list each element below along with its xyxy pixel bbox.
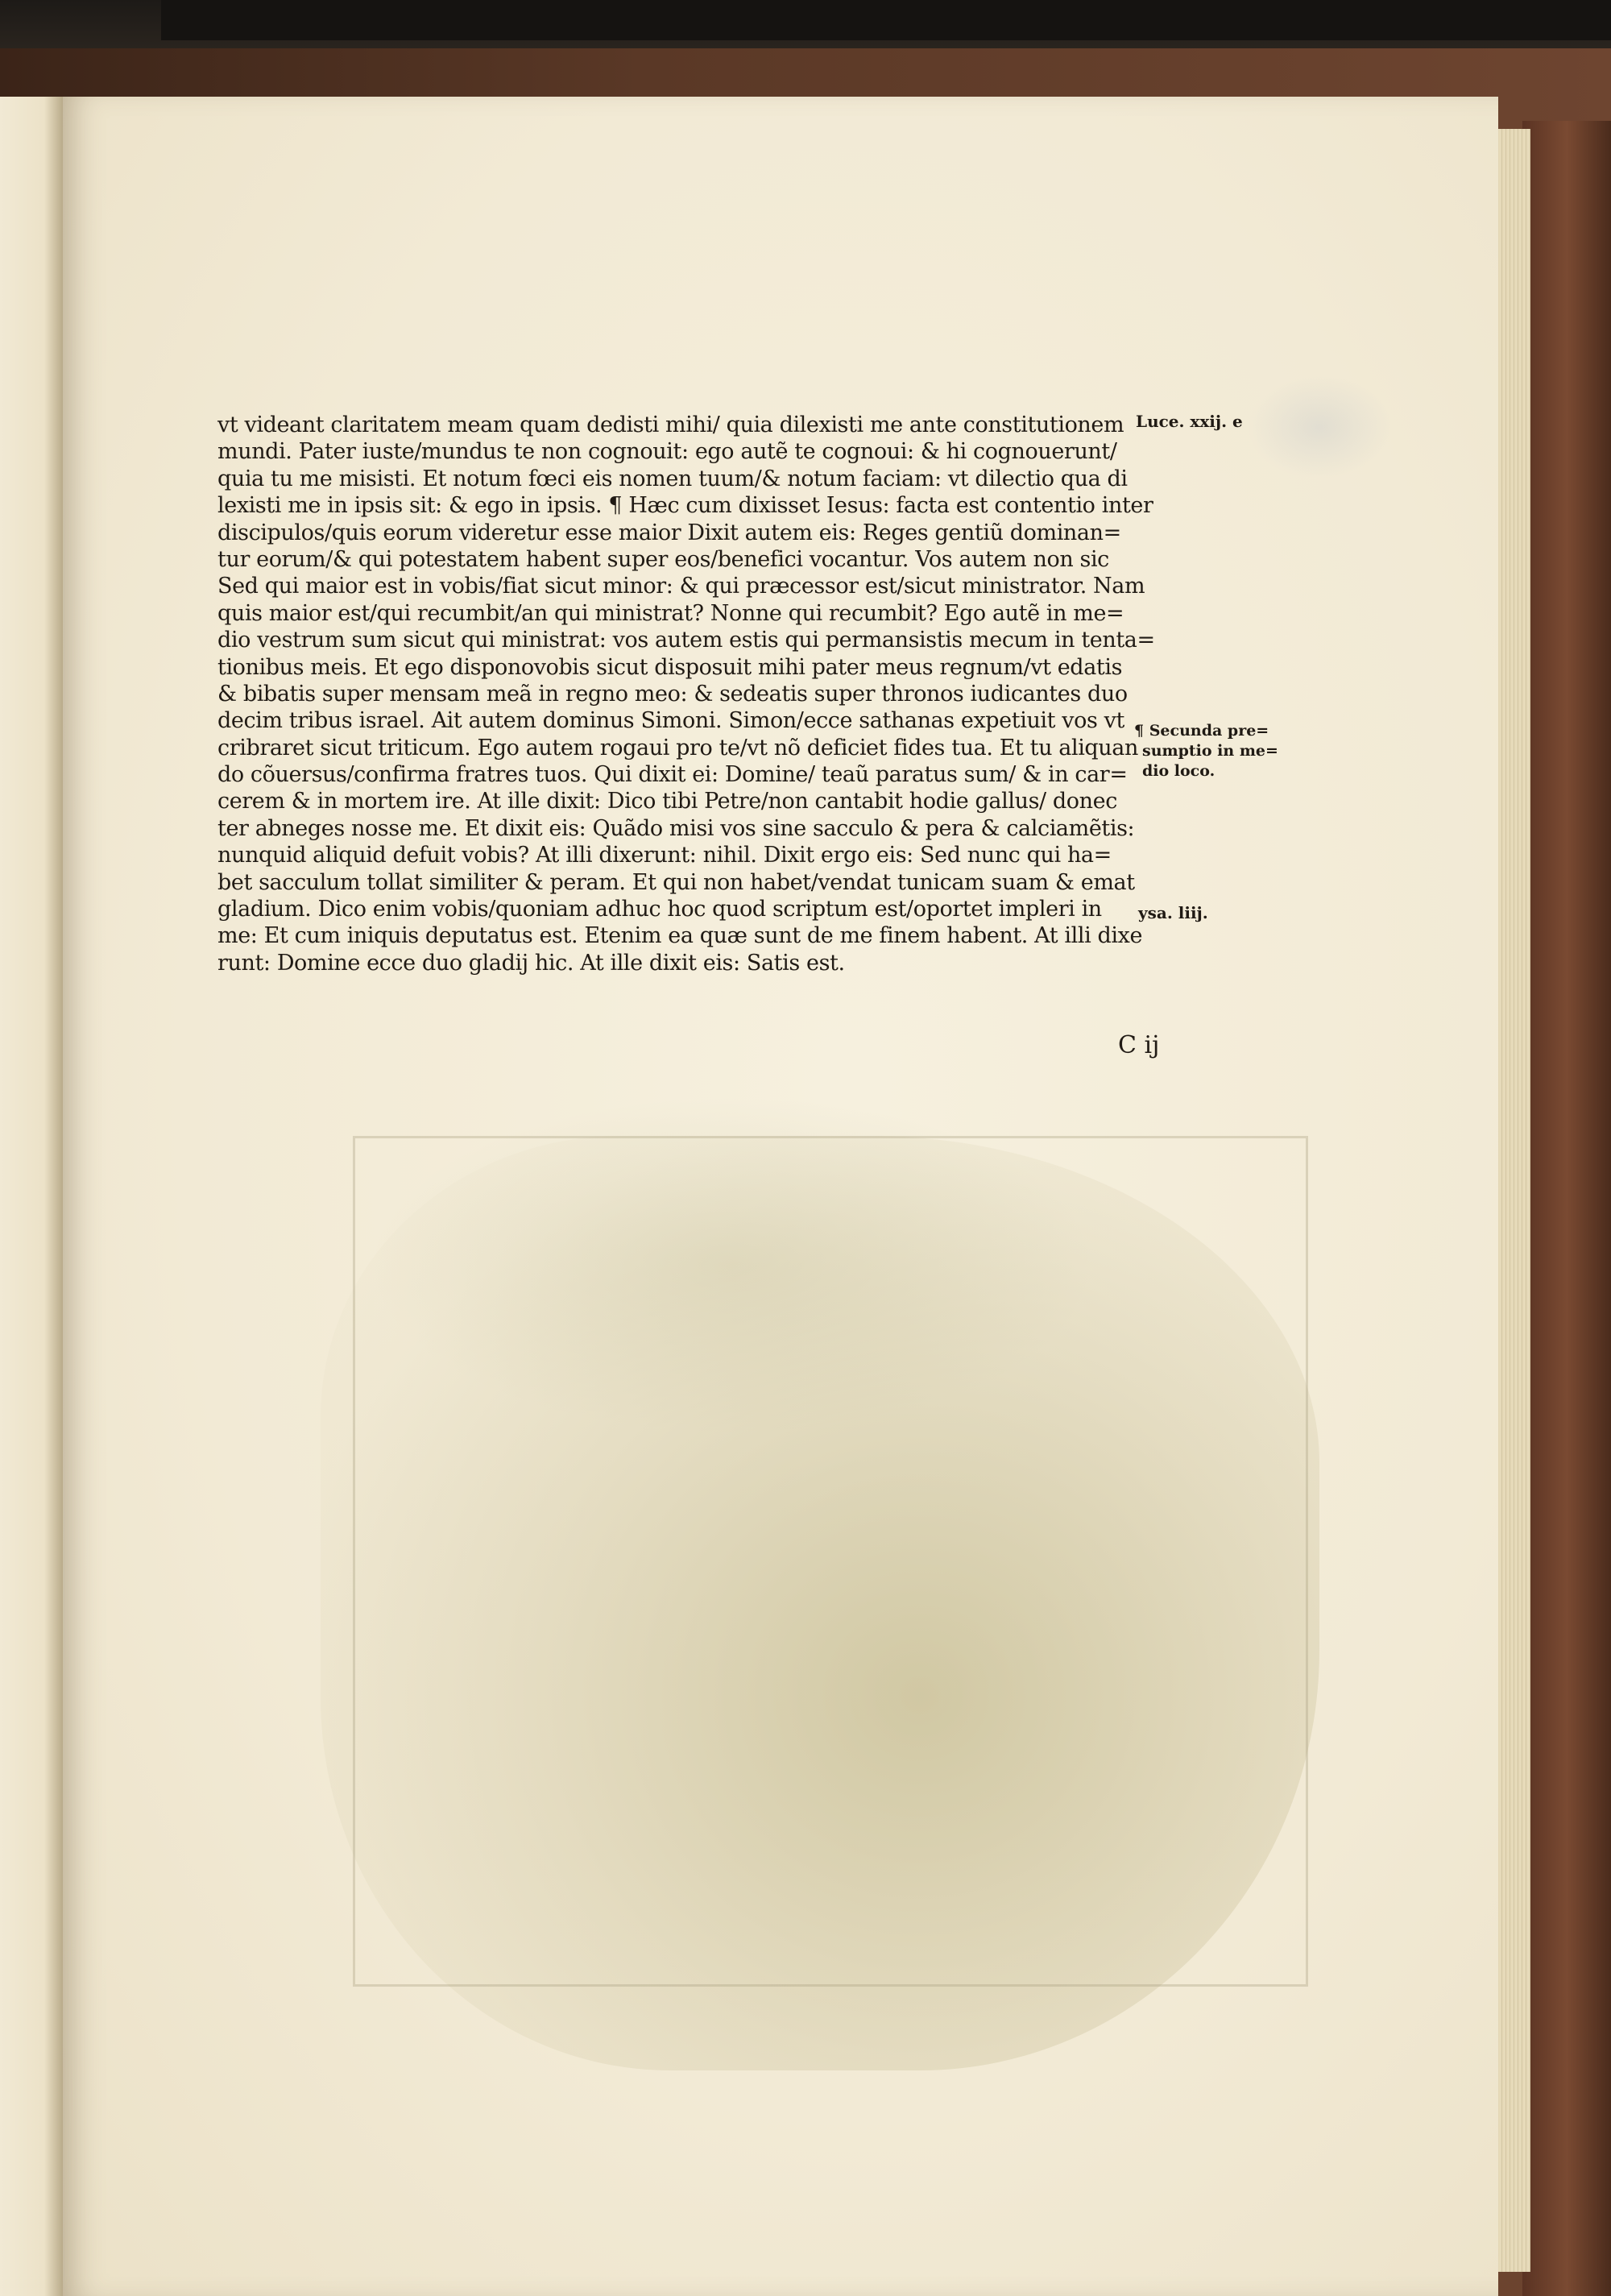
right-page (63, 97, 1498, 2296)
margin-note-secunda-3: dio loco. (1142, 762, 1215, 780)
text-line: cribraret sicut triticum. Ego autem rogaui pro te/vt nõ deficiet fides tua. Et tu aliquan (217, 735, 1138, 760)
text-line: bet sacculum tollat similiter & peram. Et qui non habet/vendat tunicam suam & emat (217, 869, 1135, 895)
text-line: quis maior est/qui recumbit/an qui ministrat? Nonne qui recumbit? Ego autẽ in me= (217, 600, 1124, 626)
text-line: dio vestrum sum sicut qui ministrat: vos autem estis qui permansistis mecum in tenta= (217, 628, 1155, 653)
text-line: ter abneges nosse me. Et dixit eis: Quãdo misi vos sine sacculo & pera & calciamẽtis: (217, 815, 1135, 841)
text-line: runt: Domine ecce duo gladij hic. At ille dixit eis: Satis est. (217, 950, 845, 976)
cover-edge (1522, 121, 1611, 2296)
text-line: gladium. Dico enim vobis/quoniam adhuc hoc quod scriptum est/oportet impleri in (217, 897, 1102, 922)
text-line: & bibatis super mensam meã in regno meo: & sedeatis super thronos iudicantes duo (217, 681, 1128, 707)
text-line: tur eorum/& qui potestatem habent super eos/benefici vocantur. Vos autem non sic (217, 546, 1109, 572)
text-block (217, 412, 1216, 976)
text-line: quia tu me misisti. Et notum fœci eis nomen tuum/& notum faciam: vt dilectio qua di (217, 466, 1128, 491)
dark-strip (161, 0, 1611, 40)
margin-note-secunda-1: ¶ Secunda pre= (1134, 722, 1269, 740)
text-line: decim tribus israel. Ait autem dominus Simoni. Simon/ecce sathanas expetiuit vos vt (217, 708, 1124, 734)
folio-signature: C ij (1118, 1031, 1160, 1059)
text-line: Sed qui maior est in vobis/fiat sicut minor: & qui præcessor est/sicut ministrator. Nam (217, 574, 1145, 599)
text-line: mundi. Pater iuste/mundus te non cognouit: ego autẽ te cognoui: & hi cognouerunt/ (217, 439, 1117, 465)
text-line: vt videant claritatem meam quam dedisti mihi/ quia dilexisti me ante constitutionem (217, 412, 1124, 437)
left-page-edge (0, 97, 63, 2296)
margin-note-secunda-2: sumptio in me= (1142, 742, 1278, 760)
text-line: tionibus meis. Et ego disponovobis sicut disposuit mihi pater meus regnum/vt edatis (217, 654, 1123, 680)
text-line: me: Et cum iniquis deputatus est. Etenim ea quæ sunt de me finem habent. At illi dixe (217, 923, 1143, 949)
faded-woodcut-frame (353, 1136, 1308, 1987)
margin-note-ysa: ysa. liij. (1138, 903, 1208, 922)
text-line: lexisti me in ipsis sit: & ego in ipsis. ¶ Hæc cum dixisset Iesus: facta est contentio inter (217, 493, 1153, 519)
text-line: cerem & in mortem ire. At ille dixit: Dico tibi Petre/non cantabit hodie gallus/ donec (217, 789, 1117, 814)
text-line: nunquid aliquid defuit vobis? At illi dixerunt: nihil. Dixit ergo eis: Sed nunc qui ha= (217, 843, 1112, 868)
text-line: discipulos/quis eorum videretur esse maior Dixit autem eis: Reges gentiũ dominan= (217, 520, 1121, 545)
text-line: do cõuersus/confirma fratres tuos. Qui dixit ei: Domine/ teaũ paratus sum/ & in car= (217, 762, 1128, 788)
margin-note-luce: Luce. xxij. e (1136, 412, 1243, 431)
show-through-stain (1247, 375, 1392, 479)
